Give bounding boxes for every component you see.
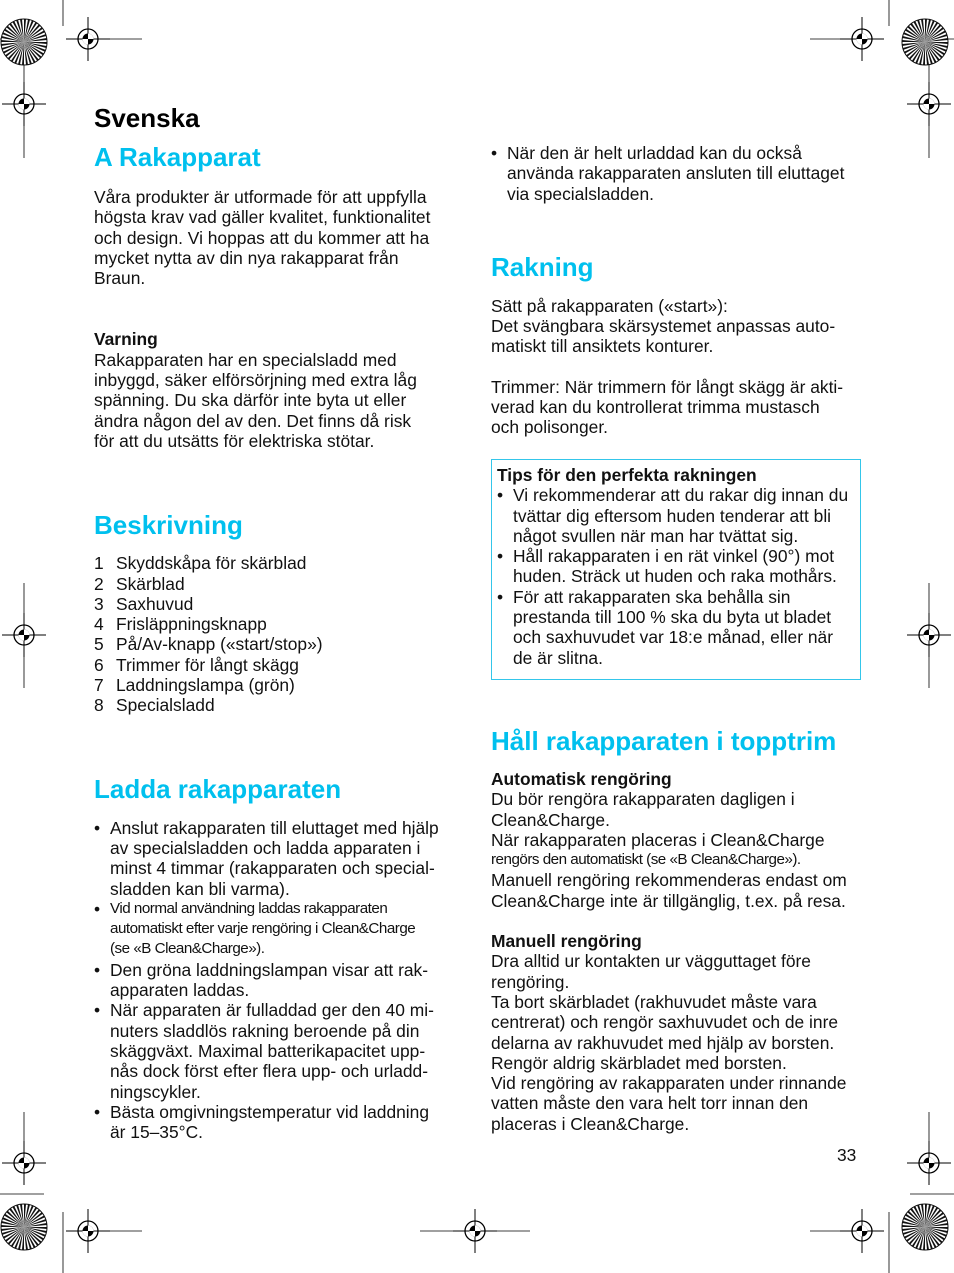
auto-cleaning-title: Automatisk rengöring [491, 769, 672, 789]
text-line: För att rakapparaten ska behålla sin [513, 586, 791, 607]
language-heading: Svenska [94, 103, 200, 133]
text-line: matiskt till ansiktets konturer. [491, 336, 714, 357]
registration-mark-icon [453, 1209, 497, 1253]
text-line: spänning. Du ska därför inte byta ut eller [94, 390, 407, 411]
text-line: Rengör aldrig skärbladet med borsten. [491, 1052, 787, 1073]
text-line: Vi rekommenderar att du rakar dig innan du [513, 485, 849, 506]
text-line: Håll rakapparaten i en rät vinkel (90°) mot [513, 546, 835, 567]
manual-cleaning-title: Manuell rengöring [491, 931, 642, 952]
registration-mark-icon [66, 1209, 110, 1253]
text-line: delarna av rakhuvudet med hjälp av borsten. [491, 1032, 835, 1053]
text-line: När rakapparaten placeras i Clean&Charge [491, 829, 825, 850]
text-line: Clean&Charge. [491, 809, 610, 830]
text-line: minst 4 timmar (rakapparaten och special- [110, 858, 435, 879]
tips-title: Tips för den perfekta rakningen [497, 465, 757, 485]
text-line: Ta bort skärbladet (rakhuvudet måste vara [491, 991, 817, 1012]
text-line: för att du utsätts för elektriska stötar. [94, 430, 375, 451]
registration-mark-icon [2, 82, 46, 126]
text-line: via specialsladden. [507, 183, 654, 204]
text-line: Vid normal användning laddas rakapparaten [110, 899, 388, 917]
text-line: När apparaten är fulladdad ger den 40 mi- [110, 1000, 434, 1021]
text-line: Våra produkter är utformade för att uppfylla [94, 187, 427, 207]
text-line: högsta krav vad gäller kvalitet, funktionalitet [94, 207, 431, 228]
item-label: Frisläppningsknapp [116, 614, 267, 635]
description-title: Beskrivning [94, 510, 243, 541]
text-line: placeras i Clean&Charge. [491, 1113, 690, 1134]
bullet-item: • Bästa omgivningstemperatur vid laddning är 15–35°C. [94, 1102, 462, 1143]
text-line: Braun. [94, 268, 146, 289]
text-line: verad kan du kontrollerat trimma mustasch [491, 397, 820, 418]
text-line: Dra alltid ur kontakten ur vägguttaget före [491, 951, 811, 972]
text-line: Bästa omgivningstemperatur vid laddning [110, 1101, 430, 1122]
text-line: vatten måste den vara helt torr innan den [491, 1093, 809, 1114]
text-line: använda rakapparaten ansluten till eluttaget [507, 163, 845, 184]
text-line: är 15–35°C. [110, 1122, 203, 1143]
registration-mark-icon [2, 1141, 46, 1185]
starburst-wheel-icon [902, 19, 948, 65]
charging-title: Ladda rakapparaten [94, 773, 342, 804]
text-line: mycket nytta av din nya rakapparat från [94, 247, 399, 268]
registration-mark-icon [907, 82, 951, 126]
item-number: 7 [94, 675, 104, 696]
bullet-item: • Anslut rakapparaten till eluttaget med hjälp av specialsladden och ladda apparaten i minst 4 timmar (rakapparaten och special- sladden kan bli varma). [94, 818, 462, 899]
section-a-title: A Rakapparat [94, 142, 261, 172]
text-line: När den är helt urladdad kan du också [507, 143, 802, 163]
starburst-wheel-icon [1, 19, 47, 65]
item-label: Saxhuvud [116, 593, 194, 614]
text-line: apparaten laddas. [110, 980, 250, 1001]
text-line: centrerat) och rengör saxhuvudet och de inre [491, 1012, 839, 1033]
item-number: 8 [94, 695, 104, 716]
text-line: Sätt på rakapparaten («start»): [491, 295, 728, 316]
item-label: På/Av-knapp («start/stop») [116, 634, 323, 655]
starburst-wheel-icon [902, 1204, 948, 1250]
registration-mark-icon [907, 1141, 951, 1185]
item-number: 6 [94, 654, 104, 675]
text-line: Vid rengöring av rakapparaten under rinnande [491, 1073, 847, 1094]
text-line: de är slitna. [513, 647, 603, 668]
bullet-item: • Den gröna laddningslampan visar att rak- apparaten laddas. [94, 960, 462, 1001]
bullet-item: • När apparaten är fulladdad ger den 40 mi- nuters sladdlös rakning beroende på din skäggväxt. Maximal batterikapacitet upp- nås dock först efter flera upp- och urladd- ningscykler. [94, 1000, 462, 1101]
text-line: nås dock först efter flera upp- och urladd- [110, 1061, 429, 1082]
text-line: rengörs den automatiskt (se «B Clean&Charge»). [491, 851, 801, 869]
item-label: Skyddskåpa för skärblad [116, 553, 307, 574]
warning-title: Varning [94, 329, 158, 350]
registration-mark-icon [907, 613, 951, 657]
starburst-wheel-icon [1, 1204, 47, 1250]
registration-mark-icon [840, 17, 884, 61]
text-line: något svullen när man har tvättat sig. [513, 525, 799, 546]
item-number: 2 [94, 573, 104, 594]
item-number: 1 [94, 553, 104, 574]
bullet-item: • När den är helt urladdad kan du också använda rakapparaten ansluten till eluttaget via specialsladden. [491, 143, 863, 204]
text-line: och design. Vi hoppas att du kommer att ha [94, 227, 430, 248]
text-line: skäggväxt. Maximal batterikapacitet upp- [110, 1040, 426, 1061]
bullet-item: • Vi rekommenderar att du rakar dig innan du tvättar dig eftersom huden tenderar att bli något svullen när man har tvättat sig. [497, 485, 857, 546]
text-line: av specialsladden och ladda apparaten i [110, 837, 421, 858]
text-line: Trimmer: När trimmern för långt skägg är akti- [491, 376, 844, 397]
text-line: sladden kan bli varma). [110, 878, 290, 899]
text-line: tvättar dig eftersom huden tenderar att bli [513, 505, 832, 526]
text-line: Du bör rengöra rakapparaten dagligen i [491, 789, 795, 810]
registration-mark-icon [66, 17, 110, 61]
item-label: Specialsladd [116, 695, 215, 716]
text-line: ändra någon del av den. Det finns då risk [94, 410, 412, 431]
item-number: 5 [94, 634, 104, 655]
registration-mark-icon [2, 613, 46, 657]
text-line: Manuell rengöring rekommenderas endast om [491, 870, 847, 891]
text-line: Rakapparaten har en specialsladd med [94, 349, 397, 370]
text-line: och polisonger. [491, 417, 608, 438]
shaving-title: Rakning [491, 251, 594, 282]
text-line: Clean&Charge inte är tillgänglig, t.ex. på resa. [491, 890, 846, 911]
item-label: Laddningslampa (grön) [116, 675, 295, 696]
registration-mark-icon [840, 1209, 884, 1253]
text-line: rengöring. [491, 971, 570, 992]
item-number: 4 [94, 614, 104, 635]
bullet-item: • Håll rakapparaten i en rät vinkel (90°) mot huden. Sträck ut huden och raka mothårs. [497, 546, 857, 587]
care-title: Håll rakapparaten i topptrim [491, 726, 837, 756]
text-line: Den gröna laddningslampan visar att rak- [110, 959, 429, 980]
text-line: ningscykler. [110, 1081, 201, 1102]
text-line: (se «B Clean&Charge»). [110, 940, 265, 958]
item-number: 3 [94, 593, 104, 614]
bullet-item: • För att rakapparaten ska behålla sin prestanda till 100 % ska du byta ut bladet och saxhuvudet var 18:e månad, eller när de är slitna. [497, 587, 857, 668]
text-line: nuters sladdlös rakning beroende på din [110, 1020, 420, 1041]
text-line: Det svängbara skärsystemet anpassas auto- [491, 316, 836, 337]
text-line: prestanda till 100 % ska du byta ut bladet [513, 607, 832, 628]
text-line: huden. Sträck ut huden och raka mothårs. [513, 566, 837, 587]
item-label: Trimmer för långt skägg [116, 654, 299, 675]
text-line: och saxhuvudet var 18:e månad, eller när [513, 627, 833, 648]
text-line: automatiskt efter varje rengöring i Clean&Charge [110, 920, 416, 938]
item-label: Skärblad [116, 573, 185, 594]
text-line: inbyggd, säker elförsörjning med extra låg [94, 370, 417, 391]
text-line: Anslut rakapparaten till eluttaget med hjälp [110, 817, 439, 838]
bullet-item: • Vid normal användning laddas rakapparaten automatiskt efter varje rengöring i Clean&Charge (se «B Clean&Charge»). [94, 899, 462, 960]
page-number: 33 [837, 1145, 857, 1165]
